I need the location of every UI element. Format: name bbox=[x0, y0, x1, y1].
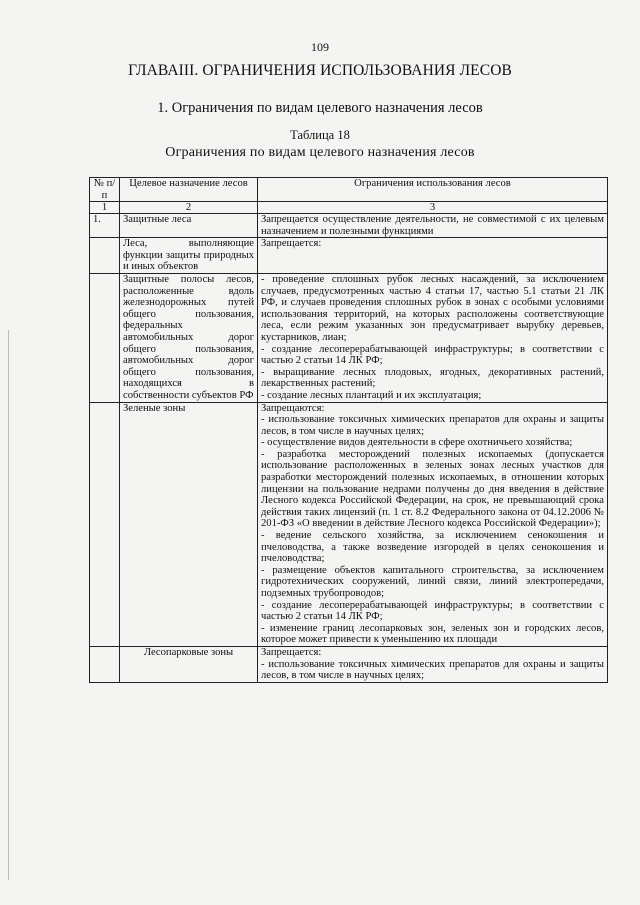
row-number bbox=[90, 402, 120, 646]
restriction-item: - ведение сельского хозяйства, за исключением сенокошения и пчеловодства, а также возведение изгородей в целях сенокошения и пчеловодства; bbox=[261, 530, 604, 565]
restriction-item: - выращивание лесных плодовых, ягодных, декоративных растений, лекарственных растений; bbox=[261, 366, 604, 390]
row-number bbox=[90, 273, 120, 402]
table-caption: Ограничения по видам целевого назначения лесов bbox=[165, 145, 475, 160]
restriction-item: - использование токсичных химических препаратов для охраны и защиты лесов, в том числе в научных целях; bbox=[261, 658, 604, 682]
row-restriction bbox=[258, 238, 608, 274]
restriction-item: - осуществление видов деятельности в сфере охотничьего хозяйства; bbox=[261, 437, 573, 449]
row-restriction bbox=[258, 273, 608, 402]
restriction-intro: Запрещается: bbox=[261, 646, 322, 658]
restriction-item: - размещение объектов капитального строительства, за исключением гидротехнических сооружений, линий связи, линий электропередачи, подземных трубопроводов; bbox=[261, 564, 604, 599]
row-purpose: Защитные полосы лесов, расположенные вдоль железнодорожных путей общего пользования, федеральных автомобильных дорог общего пользования, автомобильных дорог общего пользования, находящихся в собственности субъектов РФ bbox=[120, 273, 258, 402]
table-label: Таблица 18 bbox=[290, 128, 350, 142]
row-number: 1. bbox=[90, 214, 120, 238]
row-purpose: Леса, выполняющие функции защиты природных и иных объектов bbox=[120, 238, 258, 274]
restriction-item: - изменение границ лесопарковых зон, зеленых зон и городских лесов, которое может привести к уменьшению их площади bbox=[261, 622, 604, 646]
row-restriction bbox=[258, 402, 608, 646]
row-restriction bbox=[258, 646, 608, 682]
restriction-item: - создание лесоперерабатывающей инфраструктуры; в соответствии с частью 2 статьи 14 ЛК РФ; bbox=[261, 343, 604, 367]
restriction-item: - использование токсичных химических препаратов для охраны и защиты лесов, в том числе в научных целях; bbox=[261, 414, 604, 437]
restriction-intro: Запрещаются: bbox=[261, 402, 325, 414]
page-number: 109 bbox=[311, 40, 329, 54]
row-restriction: Запрещается осуществление деятельности, не совместимой с их целевым назначением и полезными функциями bbox=[258, 214, 608, 238]
restriction-item: - создание лесоперерабатывающей инфраструктуры; в соответствии с частью 2 статьи 14 ЛК РФ; bbox=[261, 599, 604, 623]
section-title: 1. Ограничения по видам целевого назначения лесов bbox=[157, 100, 483, 116]
row-purpose: Зеленые зоны bbox=[120, 402, 258, 646]
column-number: 2 bbox=[120, 202, 258, 214]
column-number: 1 bbox=[90, 202, 120, 214]
restriction-item: - создание лесных плантаций и их эксплуатация; bbox=[261, 389, 482, 401]
header-restrictions: Ограничения использования лесов bbox=[258, 178, 608, 202]
header-purpose: Целевое назначение лесов bbox=[120, 178, 258, 202]
chapter-title: ГЛАВАIII. ОГРАНИЧЕНИЯ ИСПОЛЬЗОВАНИЯ ЛЕСОВ bbox=[128, 62, 512, 79]
table-row bbox=[90, 273, 608, 402]
header-number: № п/п bbox=[90, 178, 120, 202]
scan-margin-line bbox=[8, 330, 9, 880]
table-row bbox=[90, 238, 608, 274]
column-number-row bbox=[90, 202, 608, 214]
table-header-row bbox=[90, 178, 608, 202]
restriction-intro: Запрещается: bbox=[261, 238, 322, 250]
table-row bbox=[90, 646, 608, 682]
row-number bbox=[90, 238, 120, 274]
column-number: 3 bbox=[258, 202, 608, 214]
restriction-item: - проведение сплошных рубок лесных насаждений, за исключением случаев, предусмотренных частью 4 статьи 17, частью 5.1 статьи 21 ЛК РФ, и случаев проведения сплошных рубок в зонах с особыми условиями использования территорий, на которых расположены соответствующие леса, если режим указанных зон предусматривает вырубку деревьев, кустарников, лиан; bbox=[261, 273, 604, 343]
row-purpose: Лесопарковые зоны bbox=[120, 646, 258, 682]
table-row bbox=[90, 214, 608, 238]
row-number bbox=[90, 646, 120, 682]
restriction-item: - разработка месторождений полезных ископаемых (допускается использование расположенных в зеленых зонах лесных участков для разработки месторождений полезных ископаемых, в отношении которых лицензии на пользование недрами получены до дня введения в действие Лесного кодекса Российской Федерации, на срок, не превышающий срока действия таких лицензий (п. 1 ст. 8.2 Федерального закона от 04.12.2006 № 201-ФЗ «О введении в действие Лесного кодекса Российской Федерации»); bbox=[261, 448, 604, 530]
row-purpose: Защитные леса bbox=[120, 214, 258, 238]
table-row bbox=[90, 402, 608, 646]
restrictions-table bbox=[89, 177, 608, 683]
